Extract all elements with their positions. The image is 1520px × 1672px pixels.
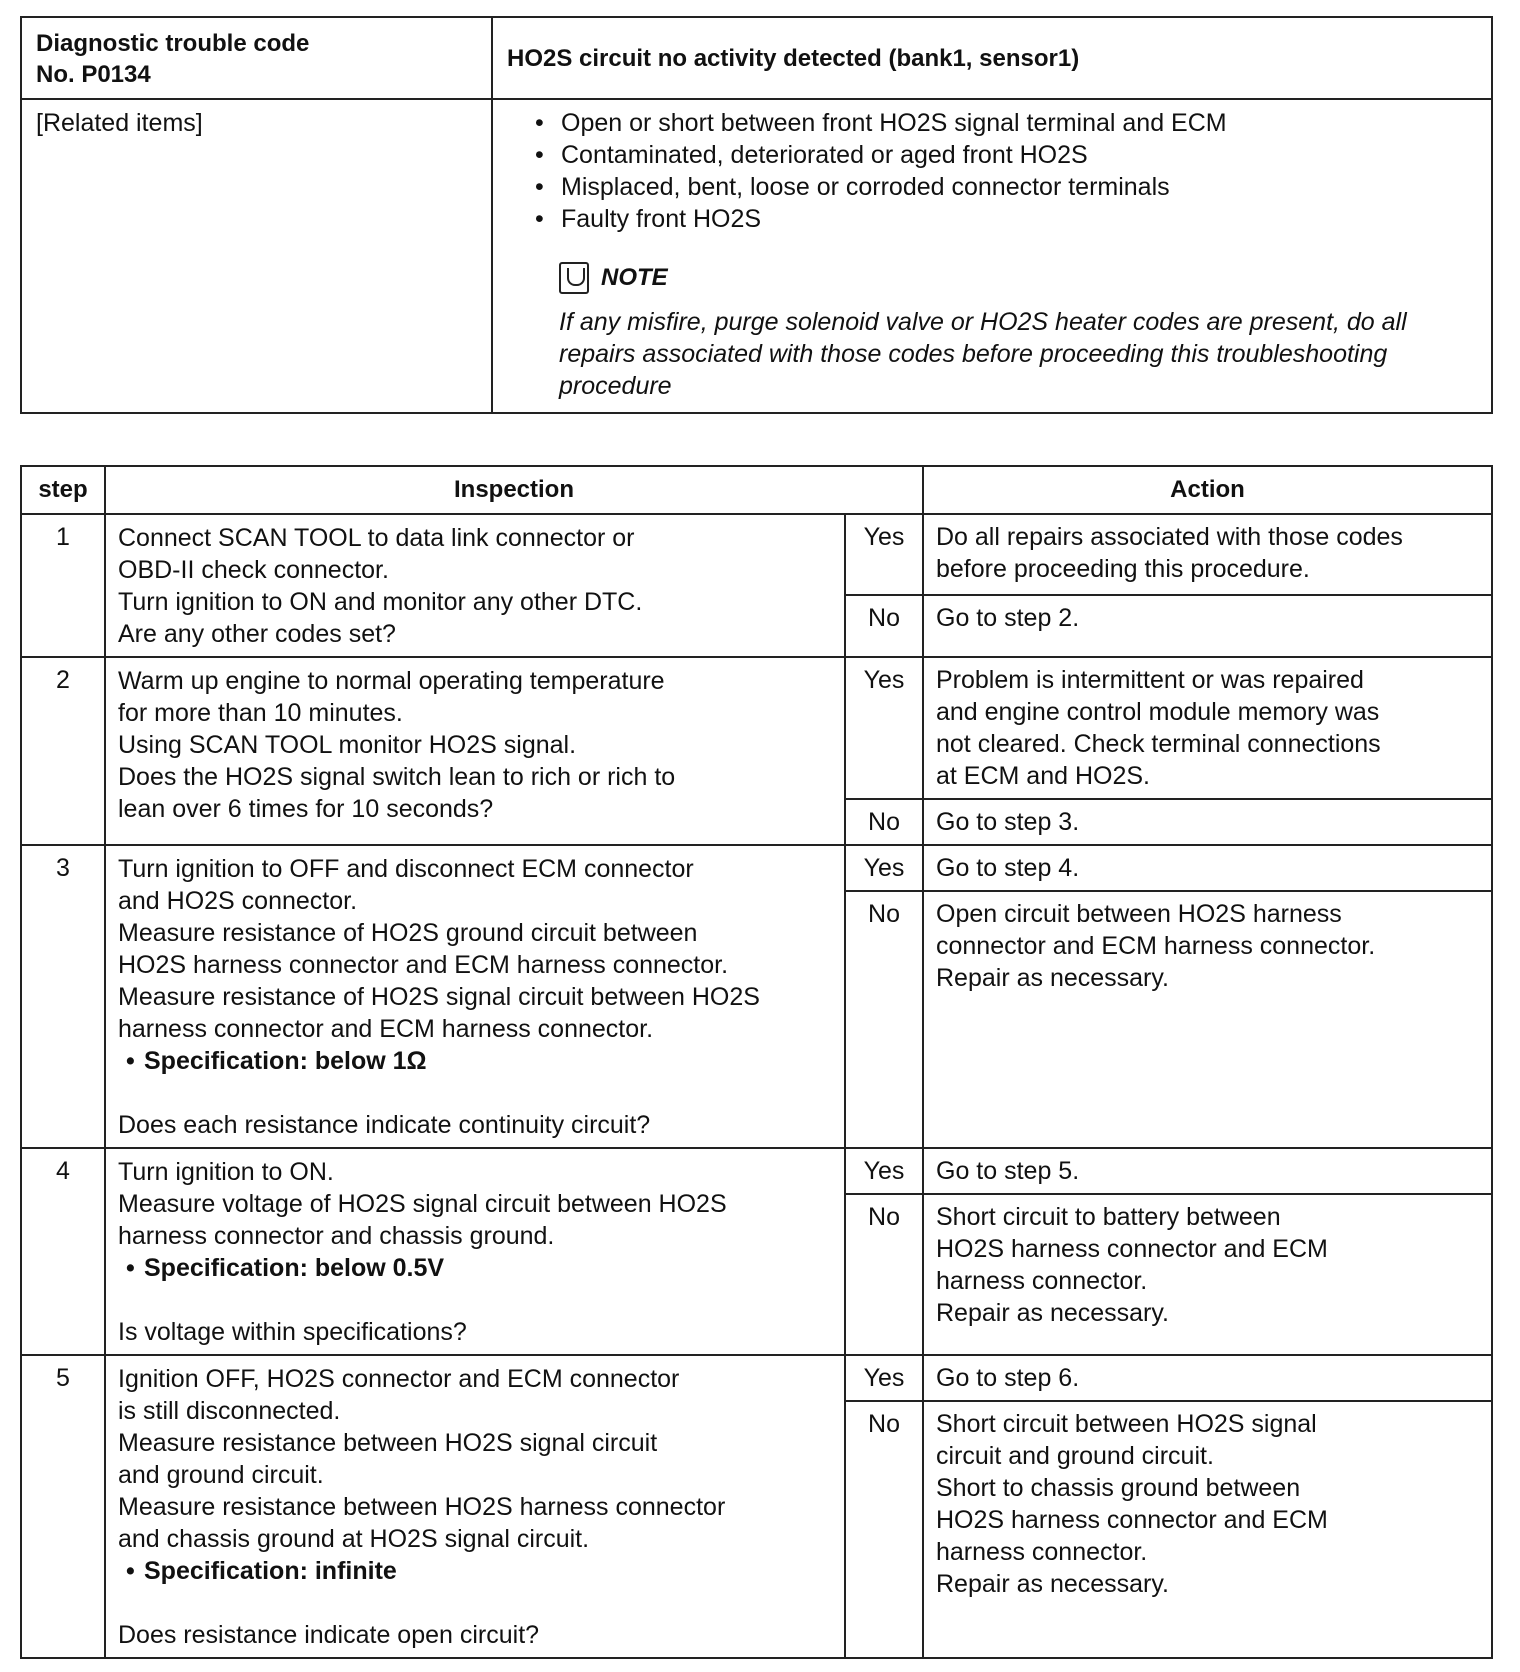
inspection-question: Does each resistance indicate continuity circuit?	[118, 1111, 651, 1139]
action-line: circuit and ground circuit.	[936, 1442, 1214, 1470]
no-action	[923, 799, 1492, 845]
action-line: Problem is intermittent or was repaired	[936, 666, 1364, 694]
step-number: 4	[21, 1148, 105, 1355]
inspection-question: Is voltage within specifications?	[118, 1318, 467, 1346]
no-action	[923, 1194, 1492, 1355]
inspection-line: Turn ignition to ON and monitor any other DTC.	[118, 588, 643, 616]
dtc-code-label	[21, 17, 492, 99]
specification: • Specification: below 1Ω	[118, 1045, 832, 1077]
note-text: If any misfire, purge solenoid valve or HO2S heater codes are present, do all repairs associated with those codes before proceeding this troubleshooting procedure	[559, 308, 1407, 400]
inspection-line: Measure resistance of HO2S ground circuit between	[118, 919, 698, 947]
inspection-line: Warm up engine to normal operating temperature	[118, 667, 665, 695]
related-item: • Contaminated, deteriorated or aged front HO2S	[533, 139, 1477, 171]
no-label: No	[845, 1401, 923, 1658]
dtc-header-table	[20, 16, 1493, 414]
dtc-label-line2: No. P0134	[36, 61, 151, 88]
inspection-line: Measure resistance between HO2S harness connector	[118, 1493, 726, 1521]
step-number: 1	[21, 514, 105, 657]
action-line: Short to chassis ground between	[936, 1474, 1301, 1502]
action-line: HO2S harness connector and ECM	[936, 1506, 1328, 1534]
action-line: Go to step 5.	[936, 1157, 1080, 1185]
action-line: connector and ECM harness connector.	[936, 932, 1376, 960]
inspection-line: Measure resistance of HO2S signal circuit between HO2S	[118, 983, 760, 1011]
spacer	[118, 1587, 832, 1619]
note-hand-icon	[559, 262, 589, 294]
step-column-header: step	[21, 466, 105, 514]
no-action	[923, 595, 1492, 657]
inspection-line: lean over 6 times for 10 seconds?	[118, 795, 494, 823]
step-inspection	[105, 1148, 845, 1355]
spacer	[118, 1077, 832, 1109]
action-column-header: Action	[923, 466, 1492, 514]
note-heading	[559, 262, 1477, 294]
inspection-line: Turn ignition to OFF and disconnect ECM connector	[118, 855, 694, 883]
dtc-label-line1: Diagnostic trouble code	[36, 30, 310, 57]
related-item: • Misplaced, bent, loose or corroded connector terminals	[533, 171, 1477, 203]
table-header-row	[21, 466, 1492, 514]
specification: • Specification: below 0.5V	[118, 1252, 832, 1284]
inspection-line: Measure voltage of HO2S signal circuit between HO2S	[118, 1190, 727, 1218]
action-line: Short circuit between HO2S signal	[936, 1410, 1317, 1438]
no-label: No	[845, 595, 923, 657]
step-row-5	[21, 1355, 1492, 1401]
inspection-line: and HO2S connector.	[118, 887, 358, 915]
yes-label: Yes	[845, 845, 923, 891]
step-inspection	[105, 1355, 845, 1658]
yes-label: Yes	[845, 514, 923, 595]
related-item: • Faulty front HO2S	[533, 203, 1477, 235]
no-action	[923, 891, 1492, 1148]
action-line: and engine control module memory was	[936, 698, 1380, 726]
step-row-2	[21, 657, 1492, 799]
related-items-label: [Related items]	[21, 99, 492, 413]
step-inspection	[105, 845, 845, 1148]
dtc-title: HO2S circuit no activity detected (bank1, sensor1)	[492, 17, 1492, 99]
specification: • Specification: infinite	[118, 1555, 832, 1587]
action-line: harness connector.	[936, 1538, 1148, 1566]
inspection-line: Using SCAN TOOL monitor HO2S signal.	[118, 731, 577, 759]
dtc-header-row	[21, 17, 1492, 99]
related-items-row	[21, 99, 1492, 413]
inspection-line: Does the HO2S signal switch lean to rich or rich to	[118, 763, 676, 791]
no-action	[923, 1401, 1492, 1658]
step-row-1	[21, 514, 1492, 595]
related-items-content	[492, 99, 1492, 413]
step-number: 3	[21, 845, 105, 1148]
inspection-line: and ground circuit.	[118, 1461, 324, 1489]
action-line: Short circuit to battery between	[936, 1203, 1281, 1231]
action-line: Open circuit between HO2S harness	[936, 900, 1342, 928]
action-line: harness connector.	[936, 1267, 1148, 1295]
action-line: not cleared. Check terminal connections	[936, 730, 1381, 758]
yes-label: Yes	[845, 1148, 923, 1194]
related-items-list	[533, 107, 1477, 235]
action-line: Repair as necessary.	[936, 964, 1169, 992]
inspection-line: Turn ignition to ON.	[118, 1158, 334, 1186]
yes-label: Yes	[845, 657, 923, 799]
yes-action	[923, 1148, 1492, 1194]
step-number: 5	[21, 1355, 105, 1658]
inspection-line: Measure resistance between HO2S signal circuit	[118, 1429, 658, 1457]
inspection-line: HO2S harness connector and ECM harness connector.	[118, 951, 729, 979]
action-line: Repair as necessary.	[936, 1570, 1169, 1598]
yes-action	[923, 1355, 1492, 1401]
action-line: Go to step 2.	[936, 603, 1080, 632]
action-line: HO2S harness connector and ECM	[936, 1235, 1328, 1263]
no-label: No	[845, 891, 923, 1148]
inspection-column-header: Inspection	[105, 466, 923, 514]
yes-label: Yes	[845, 1355, 923, 1401]
action-line: Do all repairs associated with those codes	[936, 523, 1403, 551]
inspection-line: is still disconnected.	[118, 1397, 341, 1425]
inspection-line: Ignition OFF, HO2S connector and ECM connector	[118, 1365, 680, 1393]
inspection-line: harness connector and chassis ground.	[118, 1222, 555, 1250]
inspection-question: Does resistance indicate open circuit?	[118, 1621, 540, 1649]
troubleshooting-table	[20, 465, 1493, 1659]
inspection-line: Connect SCAN TOOL to data link connector or	[118, 524, 635, 552]
yes-action	[923, 514, 1492, 595]
note-label: NOTE	[601, 264, 668, 291]
step-inspection	[105, 657, 845, 845]
action-line: Go to step 4.	[936, 854, 1080, 882]
step-row-4	[21, 1148, 1492, 1194]
no-label: No	[845, 799, 923, 845]
action-line: at ECM and HO2S.	[936, 762, 1150, 790]
action-line: Go to step 3.	[936, 808, 1080, 836]
yes-action	[923, 657, 1492, 799]
inspection-line: OBD-II check connector.	[118, 556, 389, 584]
related-item: • Open or short between front HO2S signal terminal and ECM	[533, 107, 1477, 139]
inspection-line: Are any other codes set?	[118, 620, 396, 648]
step-number: 2	[21, 657, 105, 845]
action-line: Go to step 6.	[936, 1364, 1080, 1392]
inspection-line: harness connector and ECM harness connector.	[118, 1015, 654, 1043]
step-inspection	[105, 514, 845, 657]
spacer	[118, 1284, 832, 1316]
action-line: Repair as necessary.	[936, 1299, 1169, 1327]
inspection-line: for more than 10 minutes.	[118, 699, 403, 727]
inspection-line: and chassis ground at HO2S signal circuit.	[118, 1525, 590, 1553]
action-line: before proceeding this procedure.	[936, 555, 1310, 583]
step-row-3	[21, 845, 1492, 891]
no-label: No	[845, 1194, 923, 1355]
yes-action	[923, 845, 1492, 891]
